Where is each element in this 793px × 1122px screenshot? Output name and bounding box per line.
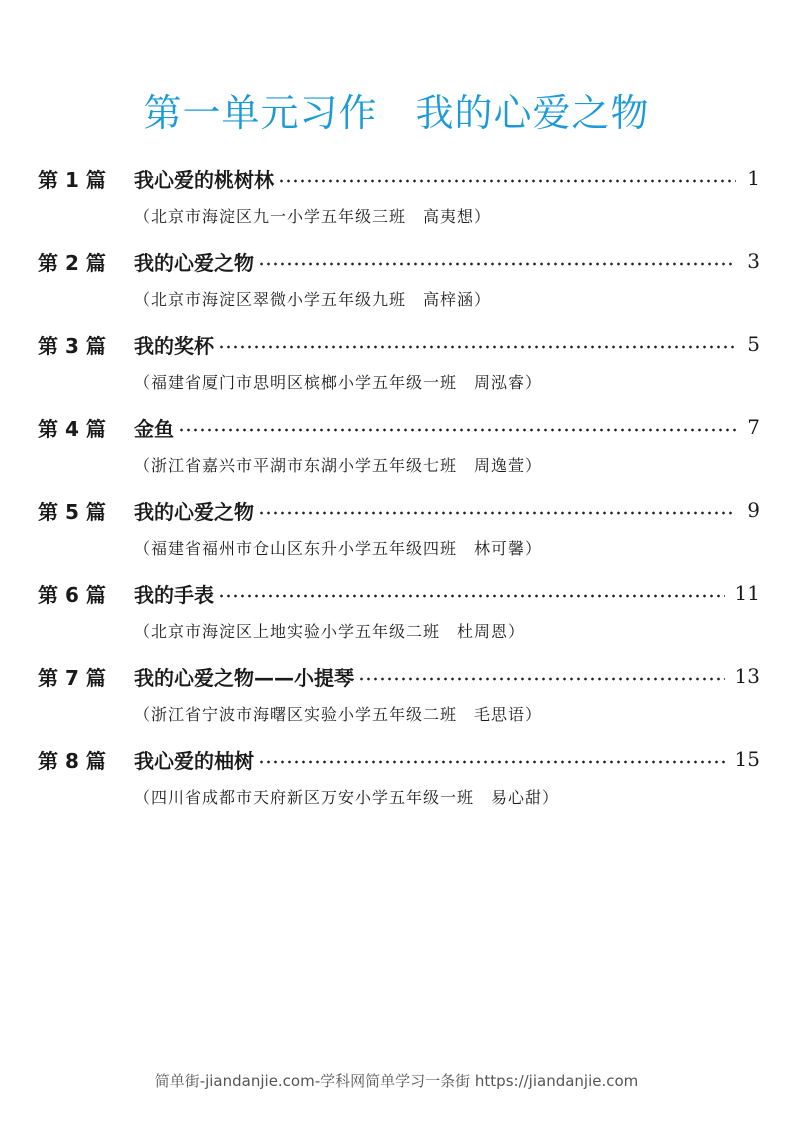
toc-entry-5	[38, 492, 760, 575]
dot-leader	[218, 594, 725, 598]
dot-leader	[178, 428, 736, 432]
toc-entry-line[interactable]	[38, 243, 760, 279]
entry-number: 第 6 篇	[38, 582, 106, 607]
entry-page-number: 5	[747, 332, 760, 356]
entry-number: 第 1 篇	[38, 167, 106, 192]
dot-leader	[258, 511, 736, 515]
entry-page-number: 13	[734, 664, 760, 688]
toc-entry-line[interactable]	[38, 409, 760, 445]
entry-author: （北京市海淀区翠微小学五年级九班 高梓涵）	[134, 290, 492, 309]
entry-page-number: 7	[747, 415, 760, 439]
toc-entry-line[interactable]	[38, 741, 760, 777]
entry-number: 第 2 篇	[38, 250, 106, 275]
page-title	[0, 88, 793, 138]
entry-title[interactable]: 我心爱的柚树	[134, 748, 254, 773]
toc-entry-line[interactable]	[38, 492, 760, 528]
entry-author: （四川省成都市天府新区万安小学五年级一班 易心甜）	[134, 788, 560, 807]
entry-page-number: 1	[747, 166, 760, 190]
dot-leader	[258, 760, 725, 764]
entry-number: 第 7 篇	[38, 665, 106, 690]
toc-entry-2	[38, 243, 760, 326]
toc-entry-line[interactable]	[38, 658, 760, 694]
entry-number: 第 8 篇	[38, 748, 106, 773]
entry-title[interactable]: 我心爱的桃树林	[134, 167, 274, 192]
entry-page-number: 9	[747, 498, 760, 522]
entry-author: （福建省厦门市思明区槟榔小学五年级一班 周泓睿）	[134, 373, 543, 392]
toc-entry-line[interactable]	[38, 575, 760, 611]
entry-title[interactable]: 我的心爱之物	[134, 499, 254, 524]
table-of-contents	[38, 160, 760, 824]
dot-leader	[218, 345, 736, 349]
title-topic: 我的心爱之物	[415, 91, 650, 135]
page-footer: 简单街-jiandanjie.com-学科网简单学习一条街 https://jiandanjie.com	[154, 1072, 639, 1090]
entry-author: （福建省福州市仓山区东升小学五年级四班 林可馨）	[134, 539, 543, 558]
toc-entry-line[interactable]	[38, 326, 760, 362]
entry-number: 第 4 篇	[38, 416, 106, 441]
entry-author: （北京市海淀区九一小学五年级三班 高夷想）	[134, 207, 492, 226]
entry-page-number: 15	[734, 747, 760, 771]
toc-entry-1	[38, 160, 760, 243]
entry-page-number: 3	[747, 249, 760, 273]
toc-entry-8	[38, 741, 760, 824]
entry-page-number: 11	[734, 581, 760, 605]
dot-leader	[358, 677, 725, 681]
dot-leader	[278, 179, 736, 183]
title-unit: 第一单元习作	[143, 91, 378, 135]
toc-entry-4	[38, 409, 760, 492]
entry-title[interactable]: 我的手表	[134, 582, 214, 607]
entry-author: （浙江省宁波市海曙区实验小学五年级二班 毛思语）	[134, 705, 543, 724]
toc-entry-line[interactable]	[38, 160, 760, 196]
toc-entry-6	[38, 575, 760, 658]
entry-title[interactable]: 我的心爱之物——小提琴	[134, 665, 354, 690]
entry-number: 第 5 篇	[38, 499, 106, 524]
dot-leader	[258, 262, 736, 266]
entry-title[interactable]: 我的心爱之物	[134, 250, 254, 275]
entry-title[interactable]: 我的奖杯	[134, 333, 214, 358]
toc-entry-3	[38, 326, 760, 409]
entry-author: （北京市海淀区上地实验小学五年级二班 杜周恩）	[134, 622, 526, 641]
entry-title[interactable]: 金鱼	[134, 416, 174, 441]
entry-number: 第 3 篇	[38, 333, 106, 358]
toc-entry-7	[38, 658, 760, 741]
entry-author: （浙江省嘉兴市平湖市东湖小学五年级七班 周逸萱）	[134, 456, 543, 475]
